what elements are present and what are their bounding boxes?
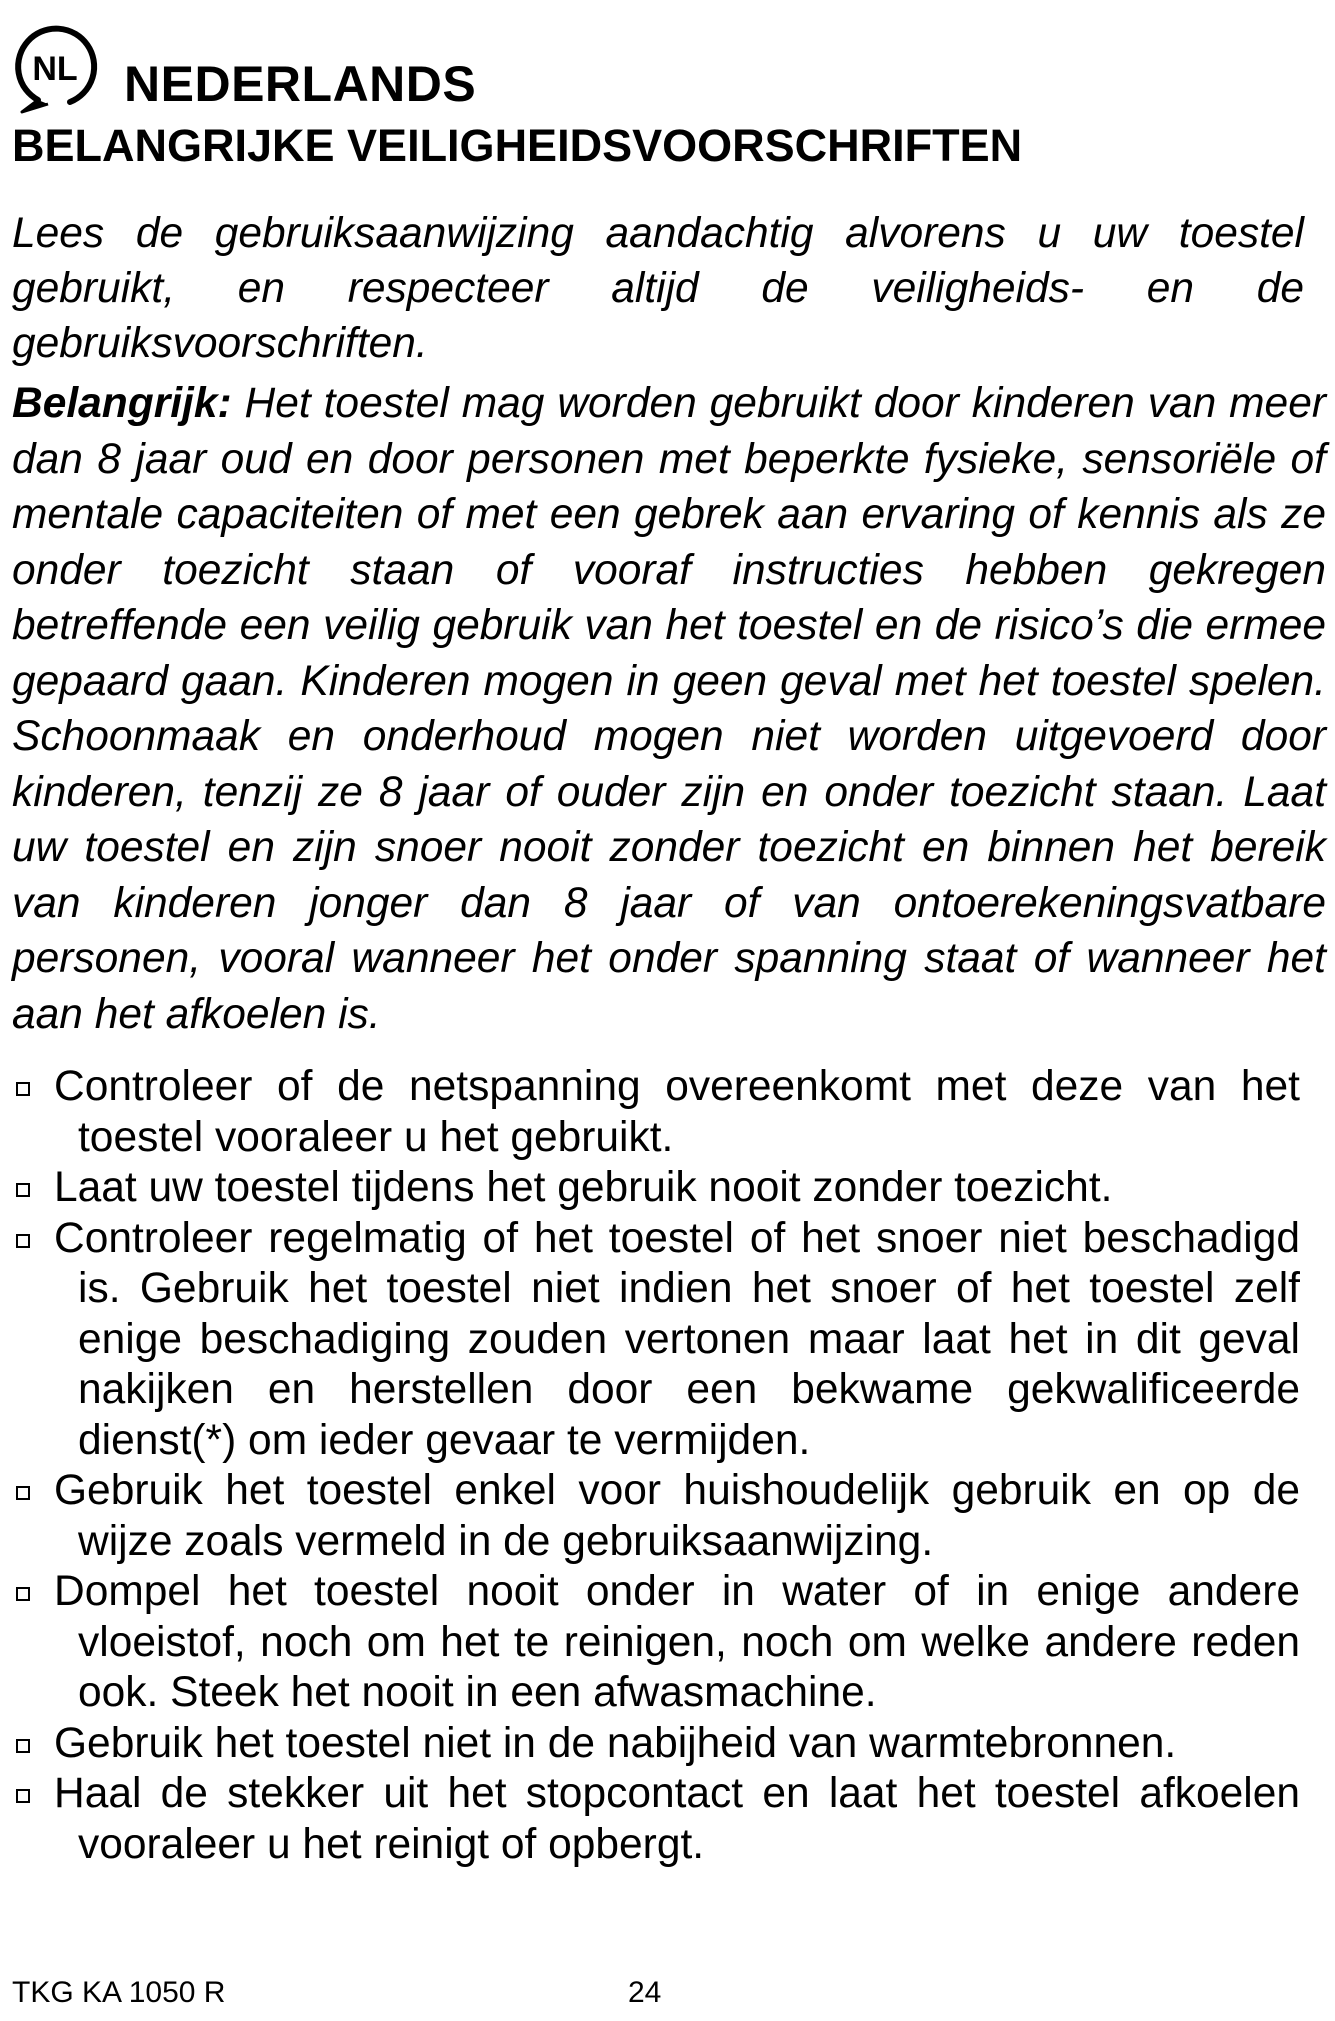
language-title: NEDERLANDS — [124, 56, 477, 112]
list-item — [0, 1214, 1300, 1467]
list-item-text: Controleer of de netspanning overeenkomt met deze van het toestel vooraleer u het gebruikt. — [54, 1063, 1300, 1161]
list-item — [0, 1062, 1300, 1163]
checkbox-square-icon — [16, 1587, 30, 1601]
footer-page-number: 24 — [628, 1976, 662, 2009]
section-title: BELANGRIJKE VEILIGHEIDSVOORSCHRIFTEN — [12, 120, 1023, 171]
list-item — [0, 1163, 1300, 1214]
checkbox-square-icon — [16, 1486, 30, 1500]
badge-text: NL — [32, 50, 78, 88]
list-item — [0, 1466, 1300, 1567]
footer-model-number: TKG KA 1050 R — [12, 1976, 226, 2009]
safety-bullet-list — [0, 1062, 1335, 1870]
intro-paragraph: Lees de gebruiksaanwijzing aandachtig alvorens u uw toestel gebruikt, en respecteer altijd de veiligheids- en de gebruiksvoorschriften. — [12, 210, 1304, 367]
list-item-text: Dompel het toestel nooit onder in water of in enige andere vloeistof, noch om het te reinigen, noch om welke andere reden ook. Steek het nooit in een afwasmachine. — [54, 1568, 1300, 1716]
list-item-text: Haal de stekker uit het stopcontact en laat het toestel afkoelen vooraleer u het reinigt of opbergt. — [54, 1770, 1300, 1868]
list-item-text: Controleer regelmatig of het toestel of het snoer niet beschadigd is. Gebruik het toestel niet indien het snoer of het toestel zelf enige beschadiging zouden vertonen maar laat het in dit geval nakijken en herstellen door een bekwame gekwalificeerde dienst(*) om ieder gevaar te vermijden. — [54, 1214, 1300, 1464]
important-lead: Belangrijk: — [12, 380, 232, 427]
important-text: Het toestel mag worden gebruikt door kinderen van meer dan 8 jaar oud en door personen met beperkte fysieke, sensoriële of mentale capaciteiten of met een gebrek aan ervaring of kennis als ze onder toezicht staan of vooraf instructies hebben gekregen betreffende een veilig gebruik van het toestel en de risico’s die ermee gepaard gaan. Kinderen mogen in geen geval met het toestel spelen. Schoonmaak en onderhoud mogen niet worden uitgevoerd door kinderen, tenzij ze 8 jaar of ouder zijn en onder toezicht staan. Laat uw toestel en zijn snoer nooit zonder toezicht en binnen het bereik van kinderen jonger dan 8 jaar of van ontoerekeningsvatbare personen, vooral wanneer het onder spanning staat of wanneer het aan het afkoelen is. — [12, 380, 1326, 1038]
list-item-text: Laat uw toestel tijdens het gebruik nooit zonder toezicht. — [54, 1164, 1113, 1211]
nl-language-badge-icon — [8, 22, 102, 116]
list-item — [0, 1769, 1300, 1870]
checkbox-square-icon — [16, 1789, 30, 1803]
checkbox-square-icon — [16, 1082, 30, 1096]
important-paragraph — [12, 376, 1326, 1042]
list-item — [0, 1567, 1300, 1719]
checkbox-square-icon — [16, 1183, 30, 1197]
checkbox-square-icon — [16, 1234, 30, 1248]
list-item-text: Gebruik het toestel enkel voor huishoudelijk gebruik en op de wijze zoals vermeld in de gebruiksaanwijzing. — [54, 1467, 1300, 1565]
list-item — [0, 1719, 1300, 1770]
checkbox-square-icon — [16, 1739, 30, 1753]
list-item-text: Gebruik het toestel niet in de nabijheid van warmtebronnen. — [54, 1719, 1177, 1767]
